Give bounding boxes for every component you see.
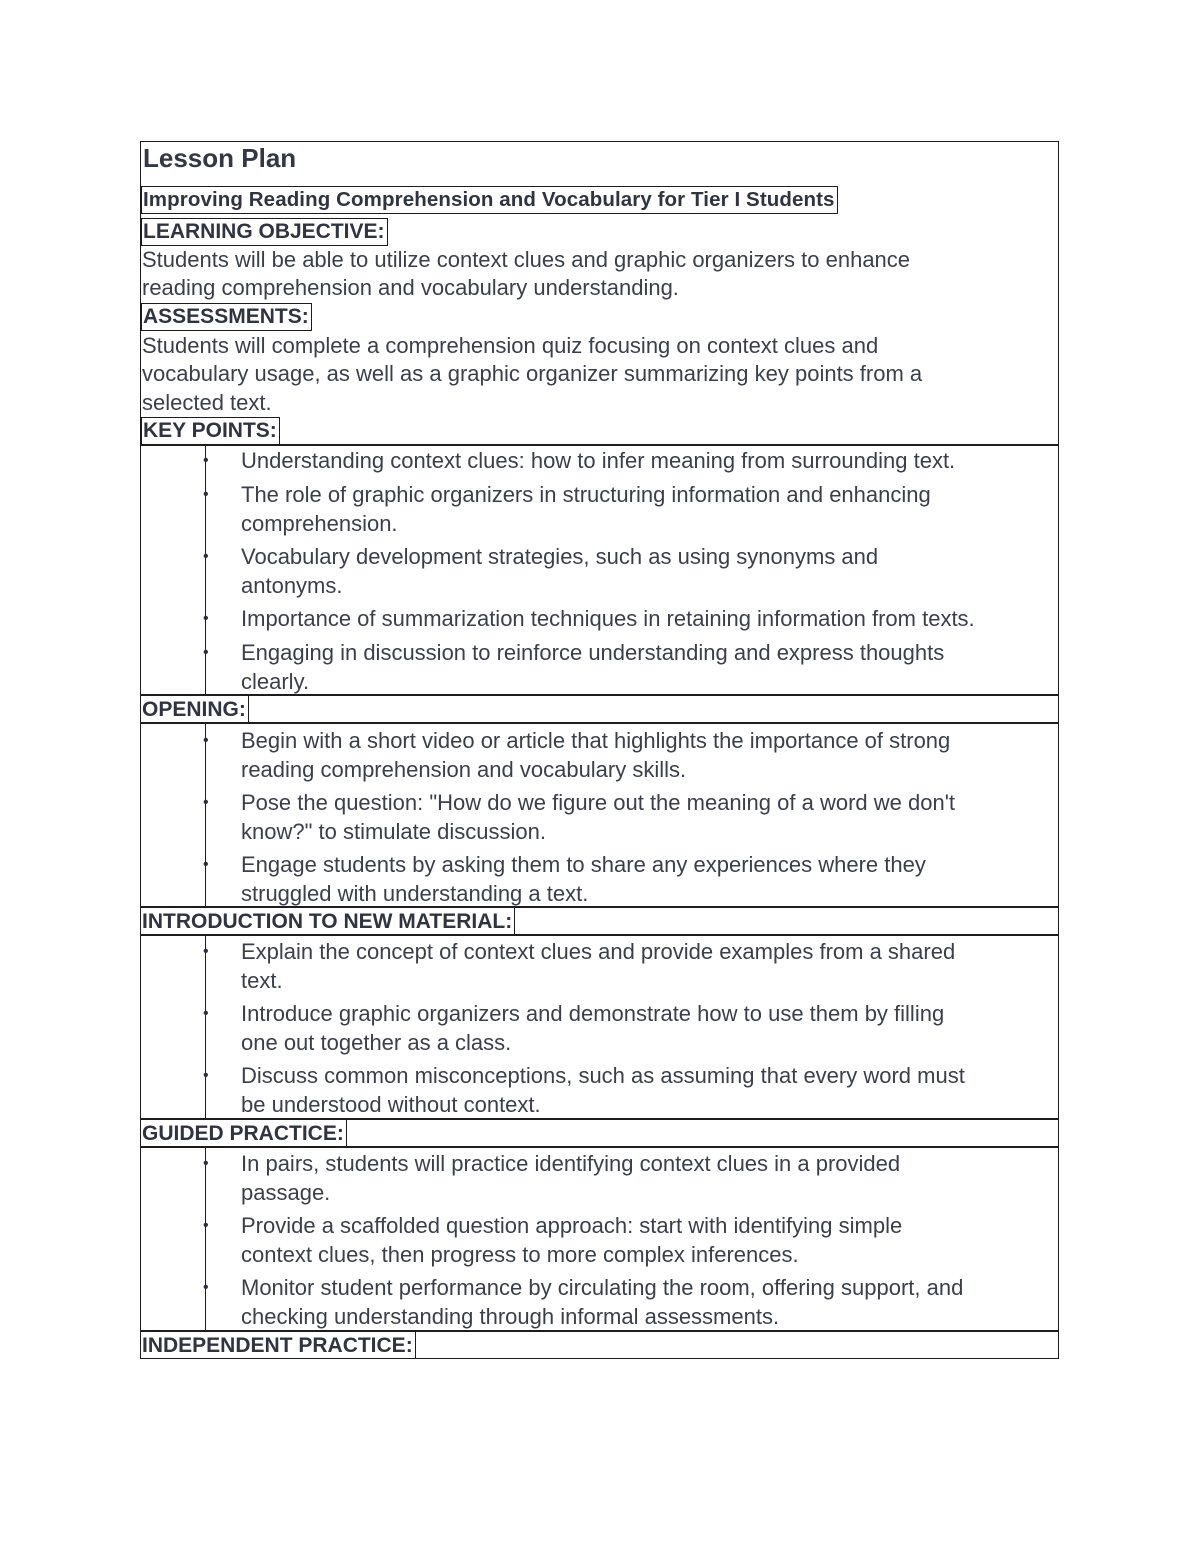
- independent-practice-heading: INDEPENDENT PRACTICE:: [140, 1332, 416, 1358]
- guided-practice-item-1: [241, 1150, 1059, 1207]
- lesson-subtitle-box: [141, 186, 838, 214]
- learning-objective-heading: LEARNING OBJECTIVE:: [141, 218, 388, 246]
- guided-practice-item-2: [241, 1212, 1059, 1269]
- bullet: •: [203, 794, 209, 811]
- guided-practice-heading-row: [140, 1118, 1059, 1148]
- introduction-item-1-line-2: text.: [241, 967, 283, 993]
- opening-item-3-line-2: struggled with understanding a text.: [241, 880, 589, 906]
- guided-practice-item-1-line-2: passage.: [241, 1179, 331, 1205]
- opening-item-1-line-2: reading comprehension and vocabulary skills.: [241, 756, 687, 782]
- lesson-subtitle: Improving Reading Comprehension and Vocabulary for Tier I Students: [141, 186, 838, 214]
- opening-item-1-line-1: Begin with a short video or article that highlights the importance of strong: [241, 728, 951, 753]
- key-point-3-line-2: antonyms.: [241, 572, 343, 598]
- guided-practice-item-3-line-2: checking understanding through informal assessments.: [241, 1303, 780, 1329]
- guided-practice-item-1-line-1: In pairs, students will practice identifying context clues in a provided: [241, 1151, 901, 1176]
- opening-item-2: [241, 789, 1059, 846]
- bullet: •: [203, 644, 209, 661]
- assessments-heading: ASSESSMENTS:: [141, 303, 312, 331]
- independent-practice-heading-row: [140, 1330, 1059, 1360]
- key-point-3-line-1: Vocabulary development strategies, such as using synonyms and: [241, 544, 879, 569]
- assessments-line-3: selected text.: [142, 390, 272, 415]
- key-point-5-line-2: clearly.: [241, 668, 310, 694]
- bullet: •: [203, 1067, 209, 1084]
- opening-item-2-line-2: know?" to stimulate discussion.: [241, 818, 546, 844]
- opening-heading-row: [140, 694, 1059, 724]
- bullet: •: [203, 452, 209, 469]
- introduction-item-3: [241, 1062, 1059, 1119]
- opening-item-3: [241, 851, 1059, 908]
- assessments-line-1: Students will complete a comprehension quiz focusing on context clues and: [142, 333, 879, 358]
- guided-practice-heading: GUIDED PRACTICE:: [140, 1120, 347, 1146]
- bullet: •: [203, 486, 209, 503]
- key-point-1: [241, 447, 1059, 476]
- learning-objective-line-2: reading comprehension and vocabulary understanding.: [142, 275, 679, 300]
- assessments-line-2: vocabulary usage, as well as a graphic organizer summarizing key points from a: [142, 361, 923, 386]
- indent-divider: [205, 724, 206, 906]
- guided-practice-item-3: [241, 1274, 1059, 1331]
- introduction-item-3-line-2: be understood without context.: [241, 1091, 541, 1117]
- learning-objective-heading-box: [141, 218, 388, 246]
- opening-item-1: [241, 727, 1059, 784]
- introduction-item-2-line-2: one out together as a class.: [241, 1029, 512, 1055]
- bullet: •: [203, 1279, 209, 1296]
- bullet: •: [203, 1005, 209, 1022]
- bullet: •: [203, 856, 209, 873]
- opening-heading: OPENING:: [140, 696, 249, 722]
- indent-divider: [205, 936, 206, 1118]
- guided-practice-item-3-line-1: Monitor student performance by circulating the room, offering support, and: [241, 1275, 964, 1300]
- introduction-item-1: [241, 938, 1059, 995]
- key-point-3: [241, 543, 1059, 600]
- bullet: •: [203, 732, 209, 749]
- bullet: •: [203, 548, 209, 565]
- key-points-heading-box: [141, 417, 280, 445]
- guided-practice-item-2-line-2: context clues, then progress to more complex inferences.: [241, 1241, 799, 1267]
- learning-objective-line-1: Students will be able to utilize context clues and graphic organizers to enhance: [142, 247, 911, 272]
- divider: [140, 444, 1059, 446]
- guided-practice-item-2-line-1: Provide a scaffolded question approach: start with identifying simple: [241, 1213, 903, 1238]
- key-point-5-line-1: Engaging in discussion to reinforce understanding and express thoughts: [241, 640, 945, 665]
- indent-divider: [205, 1148, 206, 1330]
- bullet: •: [203, 943, 209, 960]
- key-point-1-line-1: Understanding context clues: how to infer meaning from surrounding text.: [241, 448, 956, 473]
- bullet: •: [203, 1155, 209, 1172]
- introduction-item-3-line-1: Discuss common misconceptions, such as assuming that every word must: [241, 1063, 965, 1088]
- opening-item-3-line-1: Engage students by asking them to share any experiences where they: [241, 852, 926, 877]
- key-points-heading: KEY POINTS:: [141, 417, 280, 445]
- introduction-heading-row: [140, 906, 1059, 936]
- key-point-5: [241, 639, 1059, 696]
- bullet: •: [203, 610, 209, 627]
- key-point-2-line-2: comprehension.: [241, 510, 398, 536]
- introduction-item-2: [241, 1000, 1059, 1057]
- introduction-item-1-line-1: Explain the concept of context clues and provide examples from a shared: [241, 939, 956, 964]
- introduction-heading: INTRODUCTION TO NEW MATERIAL:: [140, 908, 515, 934]
- opening-item-2-line-1: Pose the question: "How do we figure out the meaning of a word we don't: [241, 790, 956, 815]
- bullet: •: [203, 1217, 209, 1234]
- key-point-4: [241, 605, 1059, 634]
- key-point-4-line-1: Importance of summarization techniques in retaining information from texts.: [241, 606, 975, 631]
- key-point-2-line-1: The role of graphic organizers in structuring information and enhancing: [241, 482, 931, 507]
- key-point-2: [241, 481, 1059, 538]
- assessments-heading-box: [141, 303, 312, 331]
- introduction-item-2-line-1: Introduce graphic organizers and demonstrate how to use them by filling: [241, 1001, 945, 1026]
- page-title: Lesson Plan: [143, 143, 297, 173]
